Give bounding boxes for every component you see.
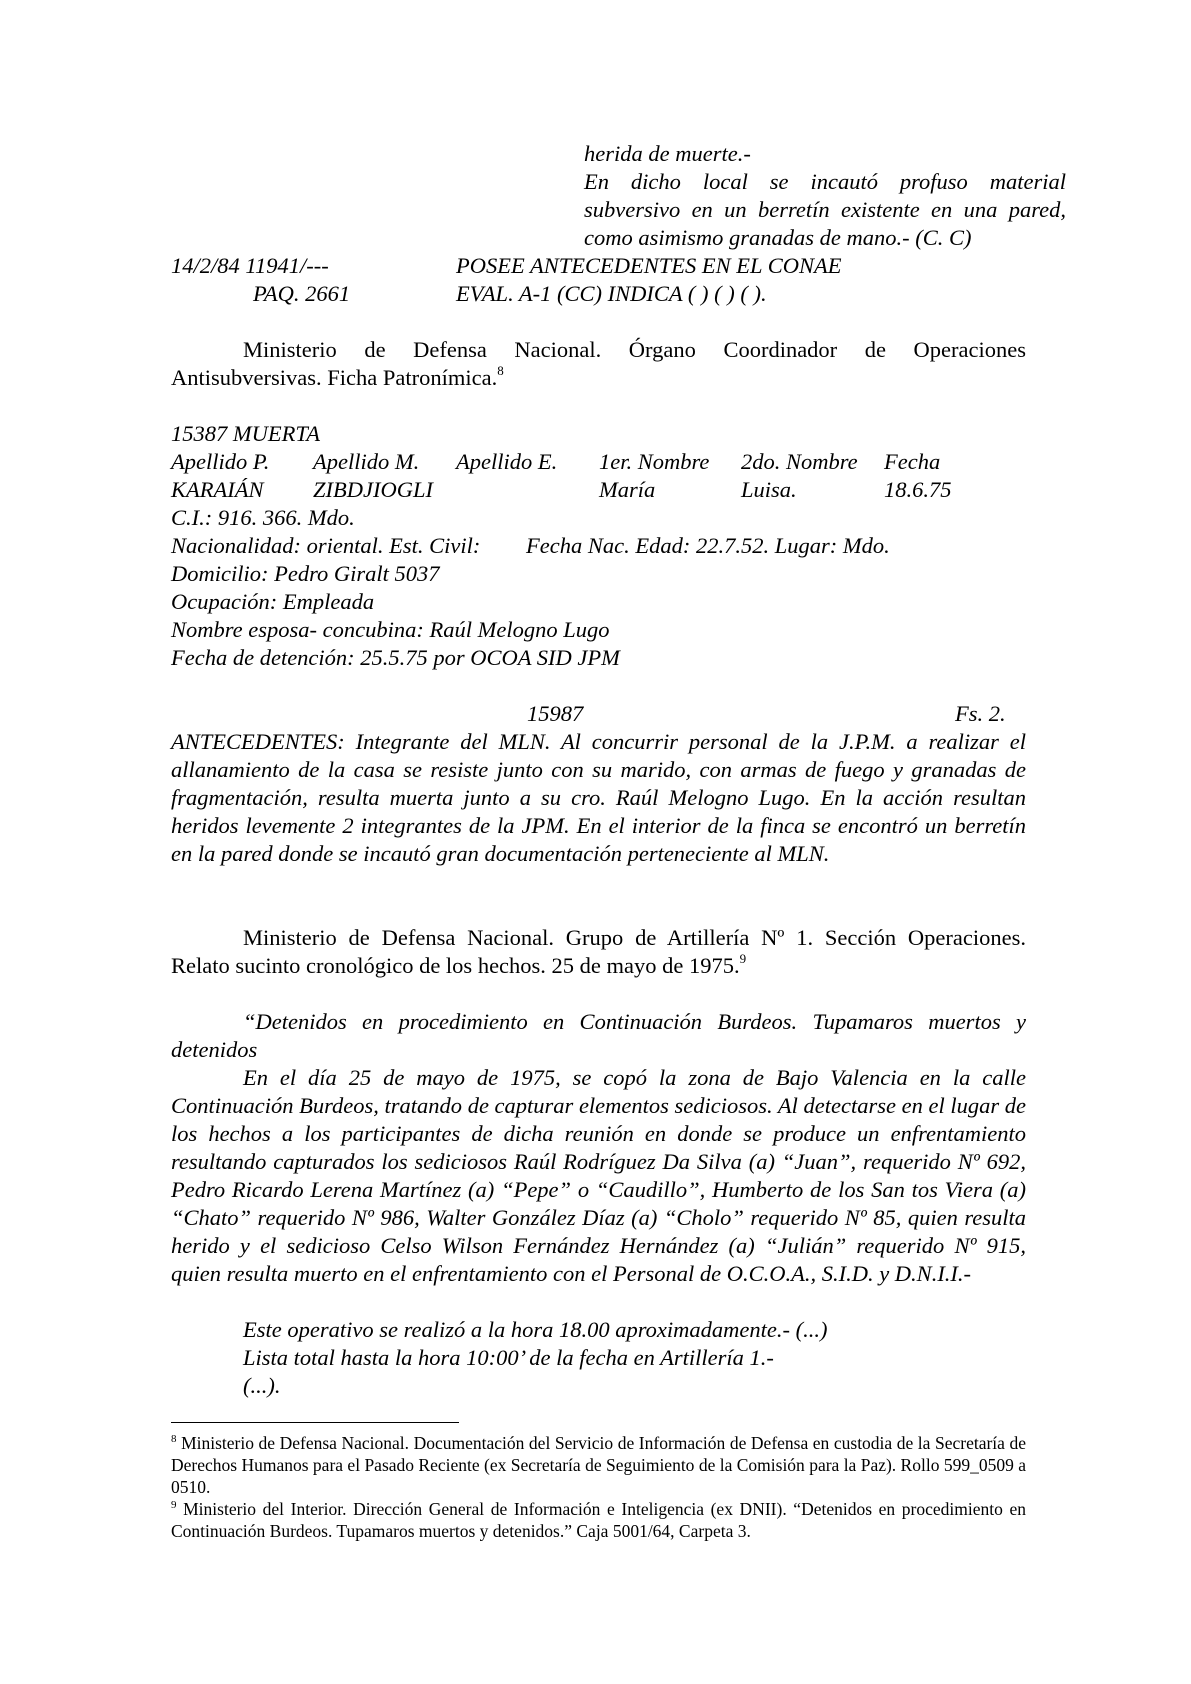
record-line-1: POSEE ANTECEDENTES EN EL CONAE — [456, 253, 842, 278]
section-1-line-1: Ministerio de Defensa Nacional. Órgano Coordinador de Operaciones — [243, 337, 1026, 362]
footnote-ref-8: 8 — [497, 363, 504, 378]
ficha-label-nombre-1: 1er. Nombre — [599, 449, 710, 474]
ficha-header: 15387 MUERTA — [171, 421, 320, 446]
ficha-value-apellido-m: ZIBDJIOGLI — [313, 477, 433, 502]
ficha-value-apellido-p: KARAIÁN — [171, 477, 264, 502]
ficha-fecha-nac: Fecha Nac. Edad: 22.7.52. Lugar: Mdo. — [526, 533, 890, 558]
ficha-ocupacion: Ocupación: Empleada — [171, 589, 375, 614]
ficha-value-fecha: 18.6.75 — [884, 477, 952, 502]
top-line-3: subversivo en un berretín existente en una pared, — [584, 197, 1066, 222]
top-line-1: herida de muerte.- — [584, 141, 751, 166]
ficha-nacionalidad: Nacionalidad: oriental. Est. Civil: — [171, 533, 481, 558]
ficha-label-apellido-e: Apellido E. — [456, 449, 558, 474]
ficha-label-fecha: Fecha — [884, 449, 941, 474]
section-1-line-2-text: Antisubversivas. Ficha Patronímica. — [171, 365, 498, 390]
section-2-line-2 — [171, 952, 1026, 980]
quote-line-c: (...). — [243, 1373, 281, 1398]
ficha-domicilio: Domicilio: Pedro Giralt 5037 — [171, 561, 440, 586]
footnote-9 — [171, 1498, 1026, 1542]
footnote-9-text: Ministerio del Interior. Dirección General de Información e Inteligencia (ex DNII). “Detenidos en procedimiento en Continuación Burdeos. Tupamaros muertos y detenidos.” Caja 5001/64, Carpeta 3. — [171, 1499, 1026, 1541]
top-text-block — [584, 140, 1066, 252]
section-2-line-2-text: Relato sucinto cronológico de los hechos. 25 de mayo de 1975. — [171, 953, 740, 978]
footnote-8-text: Ministerio de Defensa Nacional. Documentación del Servicio de Información de Defensa en custodia de la Secretaría de Derechos Humanos para el Pasado Reciente (ex Secretaría de Seguimiento de la Comisión para la Paz). Rollo 599_0509 a 0510. — [171, 1433, 1027, 1497]
section-1-line-2 — [171, 364, 1026, 392]
ficha-ci: C.I.: 916. 366. Mdo. — [171, 505, 355, 530]
record-paq: PAQ. 2661 — [253, 281, 351, 306]
record-date-ref: 14/2/84 11941/--- — [171, 253, 329, 278]
section-2-paragraph — [171, 924, 1026, 980]
ficha-number: 15987 — [527, 701, 584, 726]
ficha-detencion: Fecha de detención: 25.5.75 por OCOA SID JPM — [171, 645, 620, 670]
quote-body: En el día 25 de mayo de 1975, se copó la zona de Bajo Valencia en la calle Continuación Burdeos, tratando de capturar elementos sediciosos. Al detectarse en el lugar de los hechos a los participantes de dicha reunión en donde se produce un enfrentamiento resultando capturados los sediciosos Raúl Rodríguez Da Silva (a) “Juan”, requerido Nº 692, Pedro Ricardo Lerena Martínez (a) “Pepe” o “Caudillo”, Humberto de los San tos Viera (a) “Chato” requerido Nº 986, Walter González Díaz (a) “Cholo” requerido Nº 85, quien resulta herido y el sedicioso Celso Wilson Fernández Hernández (a) “Julián” requerido Nº 915, quien resulta muerto en el enfrentamiento con el Personal de O.C.O.A., S.I.D. y D.N.I.I.- — [171, 1065, 1026, 1286]
quote-line-b: Lista total hasta la hora 10:00’ de la fecha en Artillería 1.- — [243, 1345, 774, 1370]
ficha-esposa: Nombre esposa- concubina: Raúl Melogno Lugo — [171, 617, 610, 642]
top-line-2: En dicho local se incautó profuso material — [584, 169, 1066, 194]
footnote-separator — [171, 1422, 459, 1423]
footnote-8-number: 8 — [171, 1433, 177, 1445]
footnote-8 — [171, 1432, 1026, 1498]
section-2-line-1: Ministerio de Defensa Nacional. Grupo de Artillería Nº 1. Sección Operaciones. — [243, 925, 1026, 950]
ficha-value-nombre-1: María — [599, 477, 656, 502]
ficha-label-apellido-p: Apellido P. — [171, 449, 270, 474]
record-line-2: EVAL. A-1 (CC) INDICA ( ) ( ) ( ). — [456, 281, 767, 306]
top-line-4: como asimismo granadas de mano.- (C. C) — [584, 225, 972, 250]
ficha-folio: Fs. 2. — [955, 701, 1006, 726]
quote-line-a: Este operativo se realizó a la hora 18.00 aproximadamente.- (...) — [243, 1317, 828, 1342]
footnote-9-number: 9 — [171, 1499, 177, 1511]
ficha-antecedentes: ANTECEDENTES: Integrante del MLN. Al concurrir personal de la J.P.M. a realizar el allanamiento de la casa se resiste junto con su marido, con armas de fuego y granadas de fragmentación, resulta muerta junto a su cro. Raúl Melogno Lugo. En la acción resultan heridos levemente 2 integrantes de la JPM. En el interior de la finca se encontró un berretín en la pared donde se incautó gran documentación perteneciente al MLN. — [171, 729, 1026, 866]
quote-title: “Detenidos en procedimiento en Continuación Burdeos. Tupamaros muertos y detenidos — [171, 1009, 1026, 1062]
footnote-ref-9: 9 — [739, 951, 747, 966]
section-1-paragraph — [171, 336, 1026, 392]
ficha-value-nombre-2: Luisa. — [741, 477, 797, 502]
ficha-label-nombre-2: 2do. Nombre — [741, 449, 858, 474]
ficha-label-apellido-m: Apellido M. — [313, 449, 420, 474]
